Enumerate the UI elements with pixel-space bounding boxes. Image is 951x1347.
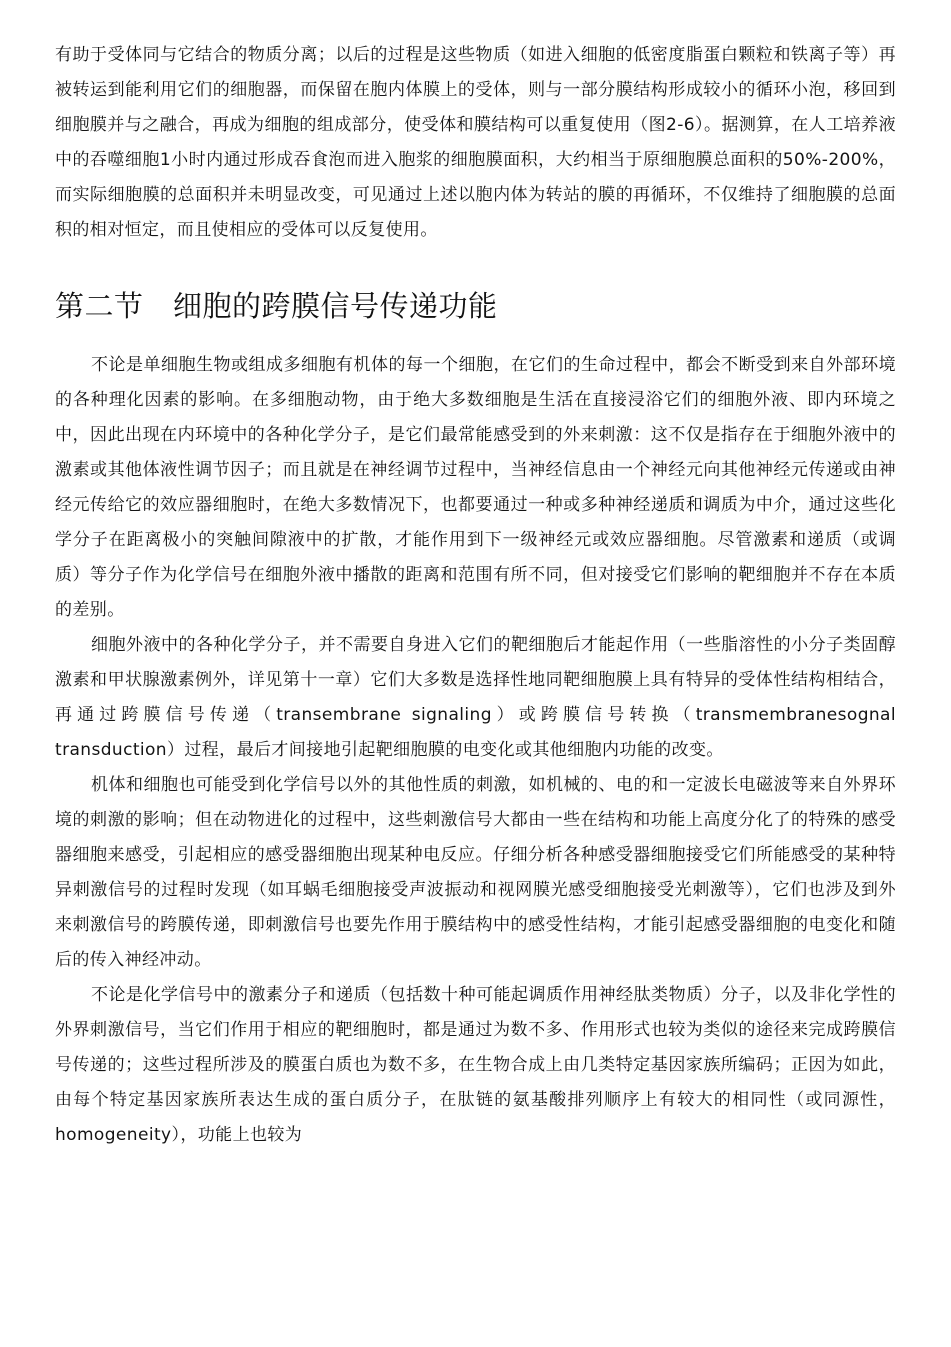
body-paragraph-3: 机体和细胞也可能受到化学信号以外的其他性质的刺激，如机械的、电的和一定波长电磁波等来自外界环境的刺激的影响；但在动物进化的过程中，这些刺激信号大都由一些在结构和功能上高度分化了的特殊的感受器细胞来感受，引起相应的感受器细胞出现某种电反应。仔细分析各种感受器细胞接受它们所能感受的某种特异刺激信号的过程时发现（如耳蜗毛细胞接受声波振动和视网膜光感受细胞接受光刺激等），它们也涉及到外来刺激信号的跨膜传递，即刺激信号也要先作用于膜结构中的感受性结构，才能引起感受器细胞的电变化和随后的传入神经冲动。 xyxy=(55,775,896,970)
body-paragraph-4: 不论是化学信号中的激素分子和递质（包括数十种可能起调质作用神经肽类物质）分子，以及非化学性的外界刺激信号，当它们作用于相应的靶细胞时，都是通过为数不多、作用形式也较为类似的途径来完成跨膜信号传递的；这些过程所涉及的膜蛋白质也为数不多，在生物合成上由几类特定基因家族所编码；正因为如此，由每个特定基因家族所表达生成的蛋白质分子，在肽链的氨基酸排列顺序上有较大的相同性（或同源性，homogeneity），功能上也较为 xyxy=(55,985,896,1145)
body-paragraph-1: 不论是单细胞生物或组成多细胞有机体的每一个细胞，在它们的生命过程中，都会不断受到来自外部环境的各种理化因素的影响。在多细胞动物，由于绝大多数细胞是生活在直接浸浴它们的细胞外液、即内环境之中，因此出现在内环境中的各种化学分子，是它们最常能感受到的外来刺激：这不仅是指存在于细胞外液中的激素或其他体液性调节因子；而且就是在神经调节过程中，当神经信息由一个神经元向其他神经元传递或由神经元传给它的效应器细胞时，在绝大多数情况下，也都要通过一种或多种神经递质和调质为中介，通过这些化学分子在距离极小的突触间隙液中的扩散，才能作用到下一级神经元或效应器细胞。尽管激素和递质（或调质）等分子作为化学信号在细胞外液中播散的距离和范围有所不同，但对接受它们影响的靶细胞并不存在本质的差别。 xyxy=(55,355,896,620)
intro-paragraph: 有助于受体同与它结合的物质分离；以后的过程是这些物质（如进入细胞的低密度脂蛋白颗粒和铁离子等）再被转运到能利用它们的细胞器，而保留在胞内体膜上的受体，则与一部分膜结构形成较小的循环小泡，移回到细胞膜并与之融合，再成为细胞的组成部分，使受体和膜结构可以重复使用（图2-6）。据测算，在人工培养液中的吞噬细胞1小时内通过形成吞食泡而进入胞浆的细胞膜面积，大约相当于原细胞膜总面积的50%-200%，而实际细胞膜的总面积并未明显改变，可见通过上述以胞内体为转站的膜的再循环，不仅维持了细胞膜的总面积的相对恒定，而且使相应的受体可以反复使用。 xyxy=(55,45,896,240)
section-heading: 第二节 细胞的跨膜信号传递功能 xyxy=(55,289,498,323)
body-paragraph-2: 细胞外液中的各种化学分子，并不需要自身进入它们的靶细胞后才能起作用（一些脂溶性的小分子类固醇激素和甲状腺激素例外，详见第十一章）它们大多数是选择性地同靶细胞膜上具有特异的受体性结构相结合，再通过跨膜信号传递（transembrane signaling）或跨膜信号转换（transmembranesognal transduction）过程，最后才间接地引起靶细胞膜的电变化或其他细胞内功能的改变。 xyxy=(55,635,896,760)
